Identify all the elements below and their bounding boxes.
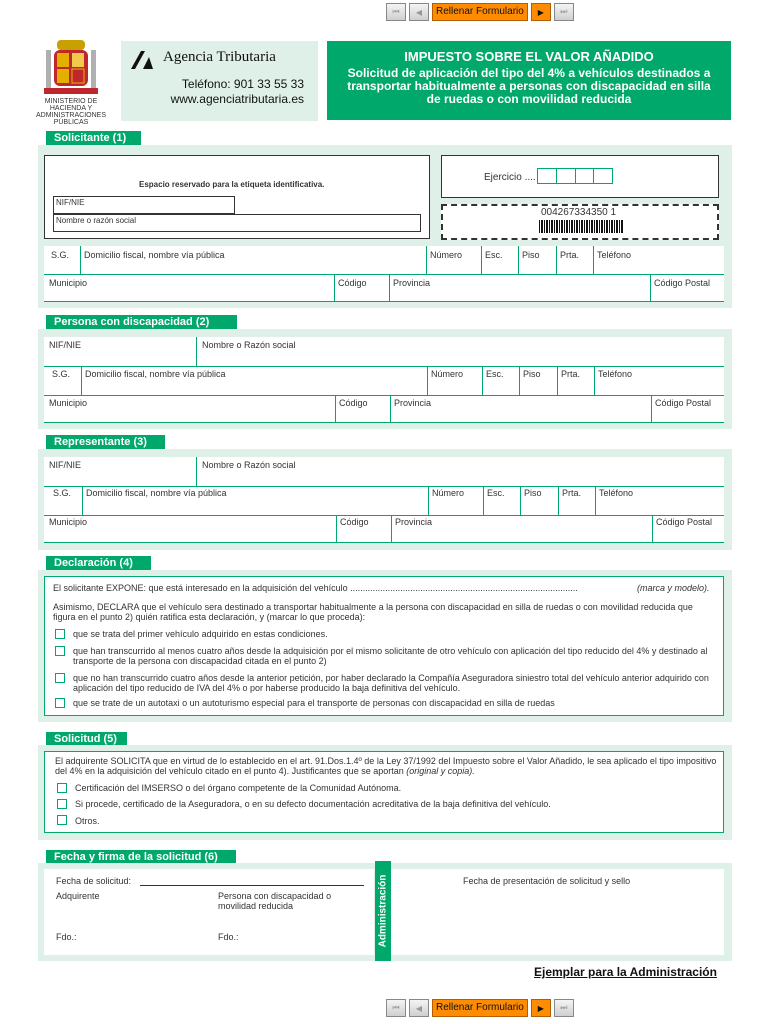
solicitante-address [44, 246, 724, 302]
first-page-button-bottom[interactable]: ⏮ [386, 999, 406, 1017]
adquirente-label: Adquirente [56, 891, 100, 901]
fdo-persona: Fdo.: [218, 932, 239, 942]
checkbox-opt2[interactable] [55, 646, 65, 656]
esc-label-3: Esc. [487, 488, 505, 498]
admin-stamp-box [391, 869, 724, 955]
prev-page-button[interactable]: ◀ [409, 3, 429, 21]
persona-label: Persona con discapacidad o movilidad reducida [218, 891, 332, 911]
domicilio-label-2: Domicilio fiscal, nombre vía pública [85, 369, 226, 379]
agency-web: www.agenciatributaria.es [170, 92, 304, 106]
codigo-label: Código [338, 278, 367, 288]
admin-vertical-label: Administración [377, 874, 389, 948]
cp-label-2: Código Postal [655, 398, 712, 408]
checkbox-opt3[interactable] [55, 673, 65, 683]
agency-block [121, 41, 318, 121]
provincia-label-3: Provincia [395, 517, 433, 527]
telefono-label-3: Teléfono [599, 488, 634, 498]
aseguradora-text: Si procede, certificado de la Aseguradora, o en su defecto documentación acreditativa de la baja definitiva del vehículo. [75, 799, 551, 809]
codigo-label-2: Código [339, 398, 368, 408]
nif-label-2: NIF/NIE [49, 340, 82, 350]
prta-label: Prta. [560, 250, 580, 260]
discapacidad-fields [44, 337, 724, 423]
razon-label-3: Nombre o Razón social [202, 460, 296, 470]
domicilio-label-3: Domicilio fiscal, nombre vía pública [86, 488, 227, 498]
imserso-text: Certificación del IMSERSO o del órgano competente de la Comunidad Autónoma. [75, 783, 402, 793]
sg-label-3: S.G. [53, 488, 72, 498]
nif-field[interactable] [53, 196, 235, 214]
telefono-label: Teléfono [597, 250, 632, 260]
admin-vertical-band [375, 861, 391, 961]
tax-title-block [327, 41, 731, 120]
name-label: Nombre o razón social [56, 216, 137, 225]
expone-text: El solicitante EXPONE: que está interesado en la adquisición del vehículo ........................................................................................... [53, 583, 578, 593]
numero-label-3: Número [432, 488, 465, 498]
opt3-text: que no han transcurrido cuatro años desde la anterior petición, por haber declarado la Compañía Aseguradora siniestro total del vehículo anterior adquirido con aplicación del tipo reducido de IVA del 4% o por haberse producido la baja definitiva del vehículo. [73, 673, 709, 693]
municipio-label-3: Municipio [49, 517, 88, 527]
tax-title: IMPUESTO SOBRE EL VALOR AÑADIDO [404, 49, 654, 64]
ejercicio-input[interactable] [537, 168, 613, 184]
cp-label: Código Postal [654, 278, 711, 288]
tax-subtitle: Solicitud de aplicación del tipo del 4% a vehículos destinados a transportar habitualmente a personas con discapacidad en silla de ruedas o con movilidad reducida [347, 66, 711, 106]
razon-label-2: Nombre o Razón social [202, 340, 296, 350]
section-title-solicitud: Solicitud (5) [46, 732, 127, 746]
checkbox-opt4[interactable] [55, 698, 65, 708]
prta-label-3: Prta. [562, 488, 582, 498]
section-title-declaracion: Declaración (4) [46, 556, 151, 570]
checkbox-otros[interactable] [57, 815, 67, 825]
first-page-button[interactable]: ⏮ [386, 3, 406, 21]
section-title-discapacidad: Persona con discapacidad (2) [46, 315, 237, 329]
reserved-text: Espacio reservado para la etiqueta identificativa. [139, 180, 325, 189]
agency-phone: Teléfono: 901 33 55 33 [181, 77, 304, 91]
declaracion-box [44, 576, 724, 716]
ejemplar-label: Ejemplar para la Administración [534, 965, 717, 979]
section-title-fecha-firma: Fecha y firma de la solicitud (6) [46, 850, 236, 864]
next-page-button-bottom[interactable]: ▶ [531, 999, 551, 1017]
nif-label-3: NIF/NIE [49, 460, 82, 470]
ejercicio-label: Ejercicio .... [484, 172, 536, 183]
barcode [539, 220, 623, 233]
section-title-representante: Representante (3) [46, 435, 165, 449]
sg-label: S.G. [51, 250, 70, 260]
fecha-input[interactable] [140, 885, 364, 886]
fdo-adquirente: Fdo.: [56, 932, 77, 942]
section-title-solicitante: Solicitante (1) [46, 131, 141, 145]
fecha-label: Fecha de solicitud: [56, 876, 132, 886]
opt1-text: que se trata del primer vehículo adquirido en estas condiciones. [73, 629, 328, 639]
piso-label-3: Piso [524, 488, 542, 498]
last-page-button[interactable]: ⏭ [554, 3, 574, 21]
numero-label-2: Número [431, 369, 464, 379]
marca-text: (marca y modelo). [637, 583, 710, 593]
label-reserved-area [44, 155, 430, 239]
numero-label: Número [430, 250, 463, 260]
fill-form-button-bottom[interactable]: Rellenar Formulario [432, 999, 528, 1017]
ministry-name: MINISTERIO DE HACIENDA Y ADMINISTRACIONES PÚBLICAS [35, 98, 106, 126]
telefono-label-2: Teléfono [598, 369, 633, 379]
piso-label-2: Piso [523, 369, 541, 379]
ministry-block [30, 38, 112, 126]
name-field[interactable] [53, 214, 421, 232]
prta-label-2: Prta. [561, 369, 581, 379]
agency-name: Agencia Tributaria [163, 49, 276, 65]
nif-label: NIF/NIE [56, 198, 85, 207]
ejercicio-box [441, 155, 719, 198]
firma-box [44, 869, 374, 955]
coat-of-arms-icon [30, 38, 112, 102]
opt4-text: que se trate de un autotaxi o un autoturismo especial para el transporte de personas con discapacidad en silla de ruedas [73, 698, 555, 708]
esc-label-2: Esc. [486, 369, 504, 379]
domicilio-label: Domicilio fiscal, nombre vía pública [84, 250, 225, 260]
checkbox-aseguradora[interactable] [57, 799, 67, 809]
solicita-italic: (original y copia). [406, 766, 475, 776]
representante-fields [44, 457, 724, 543]
esc-label: Esc. [485, 250, 503, 260]
municipio-label-2: Municipio [49, 398, 88, 408]
piso-label: Piso [522, 250, 540, 260]
solicita-text [55, 756, 719, 776]
solicitud-box [44, 751, 724, 833]
last-page-button-bottom[interactable]: ⏭ [554, 999, 574, 1017]
form-nav-bottom [386, 999, 574, 1017]
codigo-label-3: Código [340, 517, 369, 527]
presentacion-label: Fecha de presentación de solicitud y sello [463, 876, 631, 886]
provincia-label: Provincia [393, 278, 431, 288]
municipio-label: Municipio [49, 278, 88, 288]
agency-logo-icon [129, 49, 155, 71]
otros-text: Otros. [75, 816, 100, 826]
checkbox-opt1[interactable] [55, 629, 65, 639]
barcode-number: 004267334350 1 [541, 207, 617, 218]
barcode-box [441, 204, 719, 240]
next-page-button[interactable]: ▶ [531, 3, 551, 21]
solicita-intro: El adquirente SOLICITA que en virtud de lo establecido en el art. 91.Dos.1.4º de la Ley 37/1992 del Impuesto sobre el Valor Añadido, le sea aplicado el tipo impositivo del 4% en la adquisición del vehículo citado en el punto 4). Justificantes que se aportan [55, 756, 717, 776]
fill-form-button[interactable]: Rellenar Formulario [432, 3, 528, 21]
provincia-label-2: Provincia [394, 398, 432, 408]
prev-page-button-bottom[interactable]: ◀ [409, 999, 429, 1017]
declara-text: Asimismo, DECLARA que el vehículo sera destinado a transportar habitualmente a la persona con discapacidad en silla de ruedas o con movilidad reducida que figura en el punto 2) quién ratifica esta declaración, y (marcar lo que proceda): [53, 602, 693, 622]
cp-label-3: Código Postal [656, 517, 713, 527]
checkbox-imserso[interactable] [57, 783, 67, 793]
opt2-text: que han transcurrido al menos cuatro años desde la adquisición por el mismo solicitante de otro vehículo con aplicación del tipo reducido del 4% y destinado al transporte de la persona con discapacidad citada en el punto 2) [73, 646, 708, 666]
form-nav-top [386, 3, 574, 21]
sg-label-2: S.G. [52, 369, 71, 379]
